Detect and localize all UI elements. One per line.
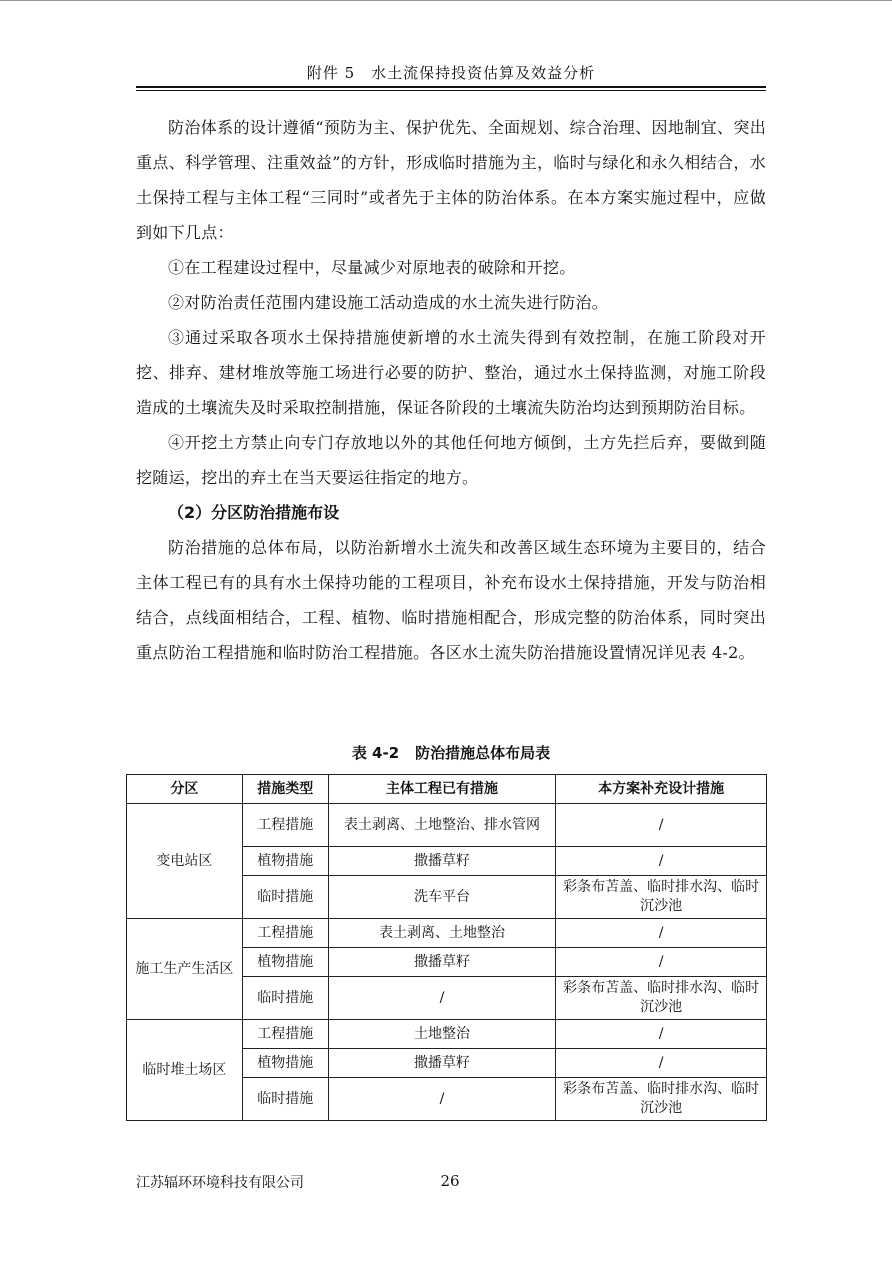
table-row <box>127 919 767 948</box>
measure-type-cell: 工程措施 <box>242 804 328 847</box>
measure-type-cell: 临时措施 <box>242 876 328 919</box>
header-existing-measures: 主体工程已有措施 <box>328 775 556 804</box>
section-heading: （2）分区防治措施布设 <box>168 503 340 522</box>
table-caption-number: 表 4-2 <box>351 744 400 762</box>
footer-company: 江苏辐环环境科技有限公司 <box>136 1175 304 1191</box>
measure-type-cell: 植物措施 <box>242 847 328 876</box>
zone-cell: 变电站区 <box>127 804 243 919</box>
table-caption-title: 防治措施总体布局表 <box>415 744 551 762</box>
page-top-border <box>0 0 892 1</box>
paragraph-point-1: ①在工程建设过程中，尽量减少对原地表的破除和开挖。 <box>168 258 576 277</box>
table-row <box>127 1020 767 1049</box>
paragraph-prevention-system: 防治体系的设计遵循“预防为主、保护优先、全面规划、综合治理、因地制宜、突出重点、科学管理、注重效益”的方针，形成临时措施为主，临时与绿化和永久相结合，水土保持工程与主体工程“三同时”或者先于主体的防治体系。在本方案实施过程中，应做到如下几点： <box>136 118 766 242</box>
supplement-measure-cell: 彩条布苫盖、临时排水沟、临时沉沙池 <box>556 977 767 1020</box>
measure-type-cell: 工程措施 <box>242 919 328 948</box>
supplement-measure-cell: 彩条布苫盖、临时排水沟、临时沉沙池 <box>556 876 767 919</box>
existing-measure-cell: 表土剥离、土地整治、排水管网 <box>328 804 556 847</box>
existing-measure-cell: 表土剥离、土地整治 <box>328 919 556 948</box>
measure-type-cell: 临时措施 <box>242 977 328 1020</box>
header-supplement-measures: 本方案补充设计措施 <box>556 775 767 804</box>
existing-measure-cell: 撒播草籽 <box>328 948 556 977</box>
page-header-title: 附件 5 水土流保持投资估算及效益分析 <box>306 64 596 82</box>
measures-layout-table <box>126 774 767 1121</box>
existing-measure-cell: 撒播草籽 <box>328 847 556 876</box>
supplement-measure-cell: / <box>556 948 767 977</box>
zone-cell: 临时堆土场区 <box>127 1020 243 1121</box>
body-text <box>136 110 766 670</box>
supplement-measure-cell: / <box>556 847 767 876</box>
header-rule-thin <box>136 90 766 91</box>
supplement-measure-cell: / <box>556 1020 767 1049</box>
paragraph-point-4: ④开挖土方禁止向专门存放地以外的其他任何地方倾倒，土方先拦后弃，要做到随挖随运，挖出的弃土在当天要运往指定的地方。 <box>136 433 766 487</box>
measure-type-cell: 植物措施 <box>242 948 328 977</box>
paragraph-point-2: ②对防治责任范围内建设施工活动造成的水土流失进行防治。 <box>168 293 609 312</box>
paragraph-point-3: ③通过采取各项水土保持措施使新增的水土流失得到有效控制，在施工阶段对开挖、排弃、建材堆放等施工场进行必要的防护、整治，通过水土保持监测，对施工阶段造成的土壤流失及时采取控制措施，保证各阶段的土壤流失防治均达到预期防治目标。 <box>136 328 766 417</box>
existing-measure-cell: / <box>328 977 556 1020</box>
measure-type-cell: 植物措施 <box>242 1049 328 1078</box>
table-row <box>127 804 767 847</box>
existing-measure-cell: 撒播草籽 <box>328 1049 556 1078</box>
supplement-measure-cell: 彩条布苫盖、临时排水沟、临时沉沙池 <box>556 1078 767 1121</box>
existing-measure-cell: 土地整治 <box>328 1020 556 1049</box>
header-zone: 分区 <box>127 775 243 804</box>
header-measure-type: 措施类型 <box>242 775 328 804</box>
measure-type-cell: 工程措施 <box>242 1020 328 1049</box>
measure-type-cell: 临时措施 <box>242 1078 328 1121</box>
supplement-measure-cell: / <box>556 919 767 948</box>
page-number: 26 <box>440 1172 460 1190</box>
existing-measure-cell: 洗车平台 <box>328 876 556 919</box>
zone-cell: 施工生产生活区 <box>127 919 243 1020</box>
table-caption <box>136 742 766 763</box>
supplement-measure-cell: / <box>556 1049 767 1078</box>
supplement-measure-cell: / <box>556 804 767 847</box>
paragraph-zone-layout: 防治措施的总体布局，以防治新增水土流失和改善区域生态环境为主要目的，结合主体工程已有的具有水土保持功能的工程项目，补充布设水土保持措施，开发与防治相结合，点线面相结合，工程、植物、临时措施相配合，形成完整的防治体系，同时突出重点防治工程措施和临时防治工程措施。各区水土流失防治措施设置情况详见表 4-2。 <box>136 538 766 662</box>
table-header-row <box>127 775 767 804</box>
existing-measure-cell: / <box>328 1078 556 1121</box>
header-rule <box>136 86 766 88</box>
